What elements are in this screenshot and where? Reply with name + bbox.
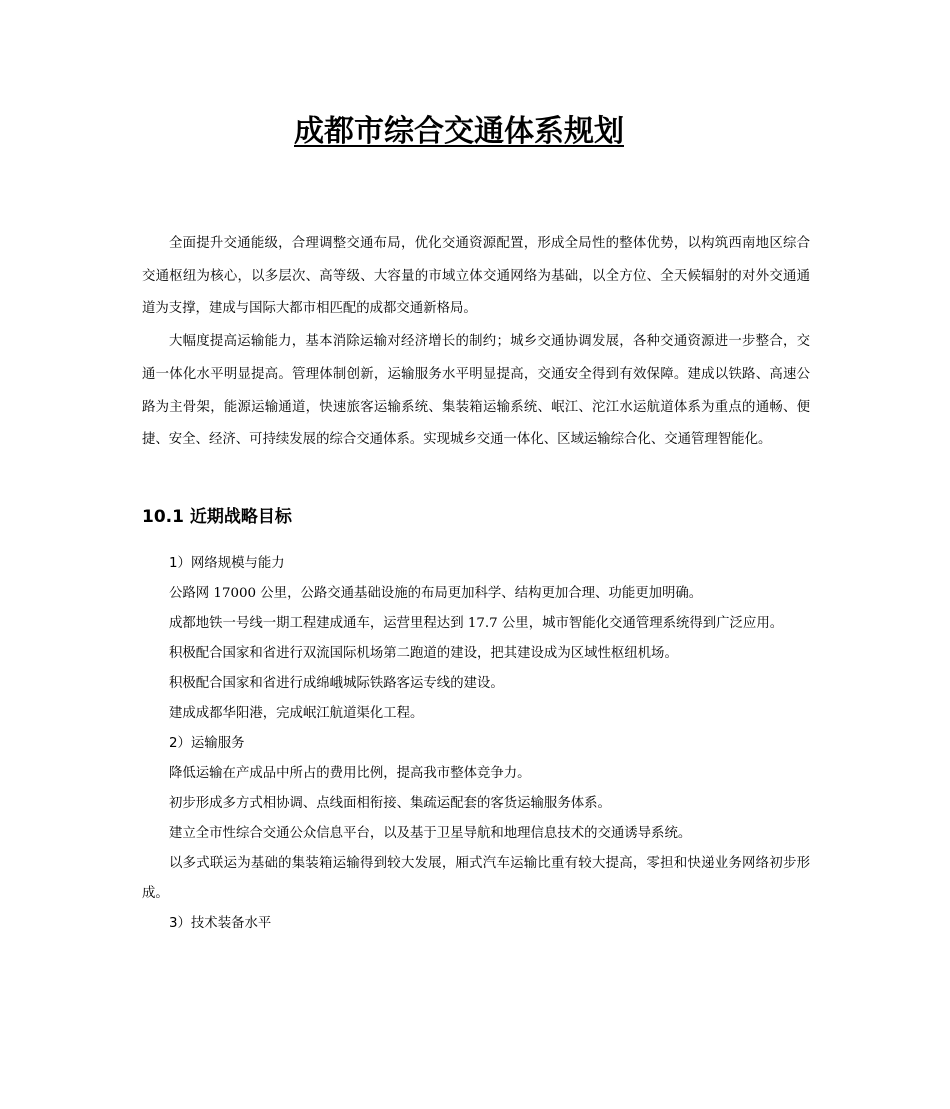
intro-paragraph: 大幅度提高运输能力，基本消除运输对经济增长的制约；城乡交通协调发展，各种交通资源进一步整合，交通一体化水平明显提高。管理体制创新，运输服务水平明显提高，交通安全得到有效保障。建成以铁路、高速公路为主骨架，能源运输通道，快速旅客运输系统、集装箱运输系统、岷江、沱江水运航道体系为重点的通畅、便捷、安全、经济、可持续发展的综合交通体系。实现城乡交通一体化、区域运输综合化、交通管理智能化。 (142, 334, 810, 448)
goal-item: 降低运输在产成品中所占的费用比例，提高我市整体竞争力。 (169, 766, 531, 781)
goal-item: 建立全市性综合交通公众信息平台，以及基于卫星导航和地理信息技术的交通诱导系统。 (169, 826, 692, 841)
goal-item: 初步形成多方式相协调、点线面相衔接、集疏运配套的客货运输服务体系。 (169, 796, 611, 811)
intro-section (142, 228, 810, 457)
goal-item: 以多式联运为基础的集装箱运输得到较大发展，厢式汽车运输比重有较大提高，零担和快递业务网络初步形成。 (142, 856, 810, 901)
document-title-text: 成都市综合交通体系规划 (294, 114, 624, 149)
subsection-heading: 2）运输服务 (169, 736, 245, 751)
section-heading: 10.1 近期战略目标 (142, 507, 292, 527)
goal-item: 积极配合国家和省进行成绵峨城际铁路客运专线的建设。 (169, 676, 504, 691)
subsection-heading: 3）技术装备水平 (169, 916, 272, 931)
goal-item: 成都地铁一号线一期工程建成通车，运营里程达到 17.7 公里，城市智能化交通管理系统得到广泛应用。 (169, 616, 784, 631)
strategy-goals (142, 549, 810, 939)
subsection-heading: 1）网络规模与能力 (169, 556, 285, 571)
goal-item: 积极配合国家和省进行双流国际机场第二跑道的建设，把其建设成为区域性枢纽机场。 (169, 646, 678, 661)
intro-paragraph: 全面提升交通能级，合理调整交通布局，优化交通资源配置，形成全局性的整体优势，以构筑西南地区综合交通枢纽为核心，以多层次、高等级、大容量的市域立体交通网络为基础，以全方位、全天候辐射的对外交通通道为支撑，建成与国际大都市相匹配的成都交通新格局。 (142, 236, 810, 317)
goal-item: 公路网 17000 公里，公路交通基础设施的布局更加科学、结构更加合理、功能更加明确。 (169, 586, 703, 601)
document-title (0, 112, 918, 152)
goal-item: 建成成都华阳港，完成岷江航道渠化工程。 (169, 706, 424, 721)
